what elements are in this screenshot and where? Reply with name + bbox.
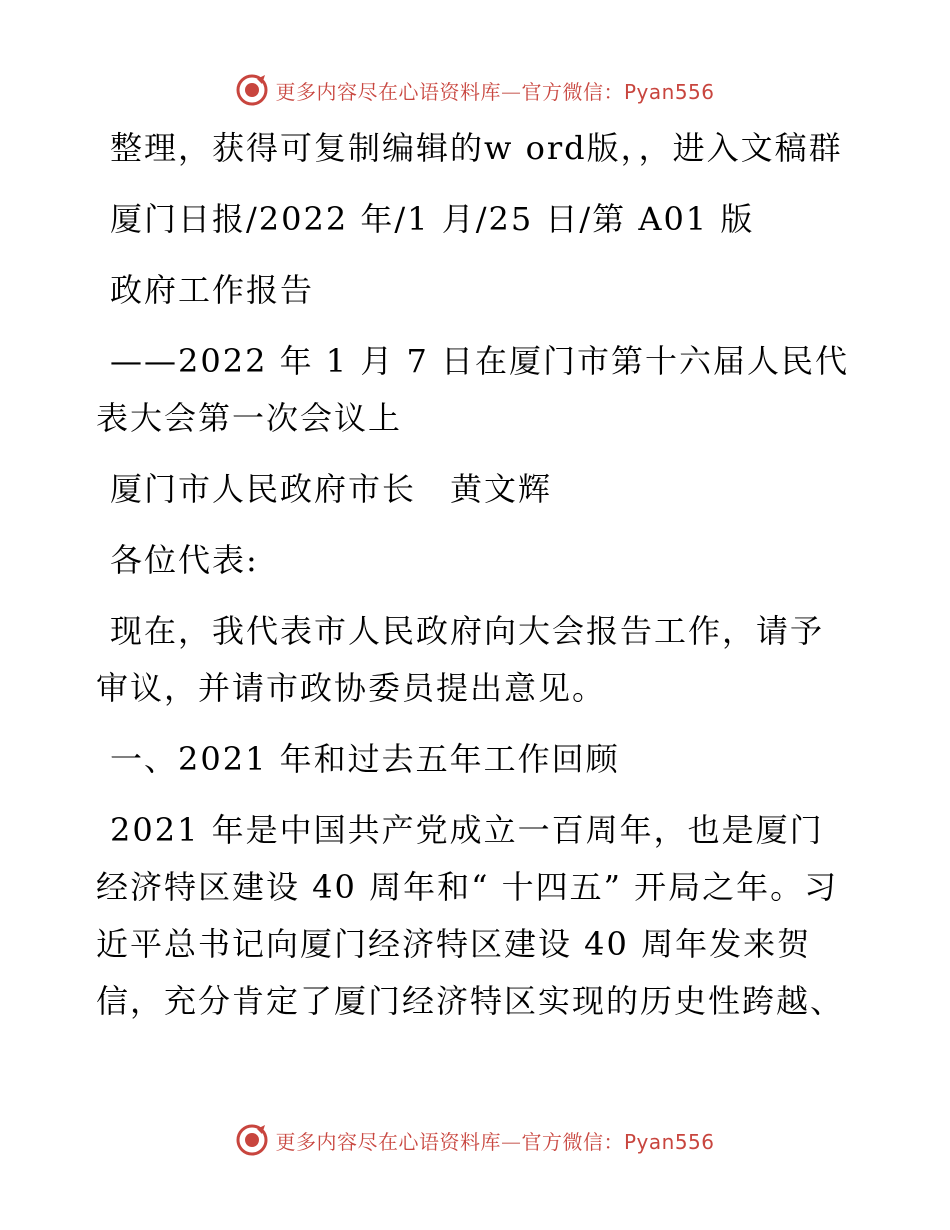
watermark-separator: —: [500, 1129, 522, 1154]
document-subtitle: ——2022 年 1 月 7 日在厦门市第十六届人民代表大会第一次会议上: [96, 342, 850, 437]
paragraph-source-line: 厦门日报/2022 年/1 月/25 日/第 A01 版: [110, 200, 755, 238]
watermark-main: 更多内容尽在心语资料库: [275, 1129, 501, 1154]
watermark-text: [275, 76, 714, 105]
watermark-wechat-id: Pyan556: [623, 79, 715, 104]
watermark-logo-icon: [235, 73, 269, 107]
watermark-side: 官方微信：: [521, 1129, 624, 1154]
document-title: 政府工作报告: [110, 271, 315, 309]
paragraph-review: 2021 年是中国共产党成立一百周年，也是厦门经济特区建设 40 周年和“ 十四五” 开局之年。习近平总书记向厦门经济特区建设 40 周年发来贺信，充分肯定了厦门经济特区实现的历史性跨越、: [96, 811, 845, 1020]
author-line: 厦门市人民政府市长 黄文辉: [110, 470, 553, 508]
header-watermark: [0, 70, 950, 110]
salutation: 各位代表:: [110, 541, 259, 579]
watermark-logo-icon: [235, 1123, 269, 1157]
watermark-separator: —: [500, 79, 522, 104]
document-body: [96, 120, 856, 1030]
paragraph-intro-note: 整理，获得可复制编辑的w ord版，，进入文稿群: [110, 129, 843, 167]
watermark-main: 更多内容尽在心语资料库: [275, 79, 501, 104]
footer-watermark: [0, 1120, 950, 1160]
section-heading: 一、2021 年和过去五年工作回顾: [110, 740, 620, 778]
paragraph-opening: 现在，我代表市人民政府向大会报告工作，请予审议，并请市政协委员提出意见。: [96, 612, 825, 707]
watermark-side: 官方微信：: [521, 79, 624, 104]
watermark-text: [275, 1126, 714, 1155]
watermark-wechat-id: Pyan556: [623, 1129, 715, 1154]
